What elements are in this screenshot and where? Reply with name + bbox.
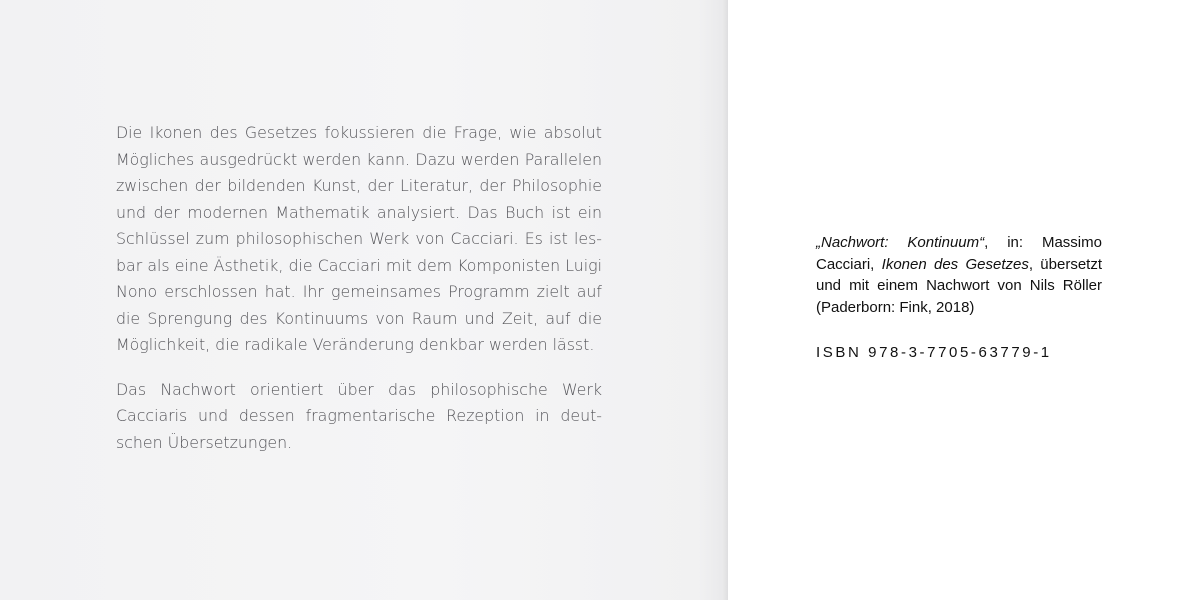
blurb-text xyxy=(116,120,602,474)
citation-essay-title: „Nachwort: Kontinuum“ xyxy=(816,234,985,251)
citation-text xyxy=(816,232,1102,318)
blurb-paragraph: Das Nachwort orientiert über das philosophische Werk Cacciaris und dessen fragmentarische Rezeption in deutschen Übersetzungen. xyxy=(116,379,602,452)
isbn-number: ISBN 978-3-7705-63779-1 xyxy=(816,344,1052,361)
blurb-paragraph: Die Ikonen des Gesetzes fokussieren die Frage, wie absolut Mögliches ausgedrückt werden kann. Dazu werden Parallelen zwischen der bildenden Kunst, der Literatur, der Philosophie und der modernen Mathematik analysiert. Das Buch ist ein Schlüssel zum philosophischen Werk von Cacciari. Es ist lesbar als eine Ästhetik, die Cacciari mit dem Komponisten Luigi Nono erschlossen hat. Ihr gemeinsames Programm zielt auf die Sprengung des Kontinuums von Raum und Zeit, auf die Möglichkeit, die radikale Veränderung denkbar werden lässt. xyxy=(116,123,602,354)
citation-book-title: Ikonen des Gesetzes xyxy=(881,255,1029,273)
citation-in: , in: Massimo Cacciari, xyxy=(816,234,1102,273)
citation-details: , übersetzt und mit einem Nachwort von Nils Röller (Paderborn: Fink, 2018) xyxy=(816,255,1103,316)
